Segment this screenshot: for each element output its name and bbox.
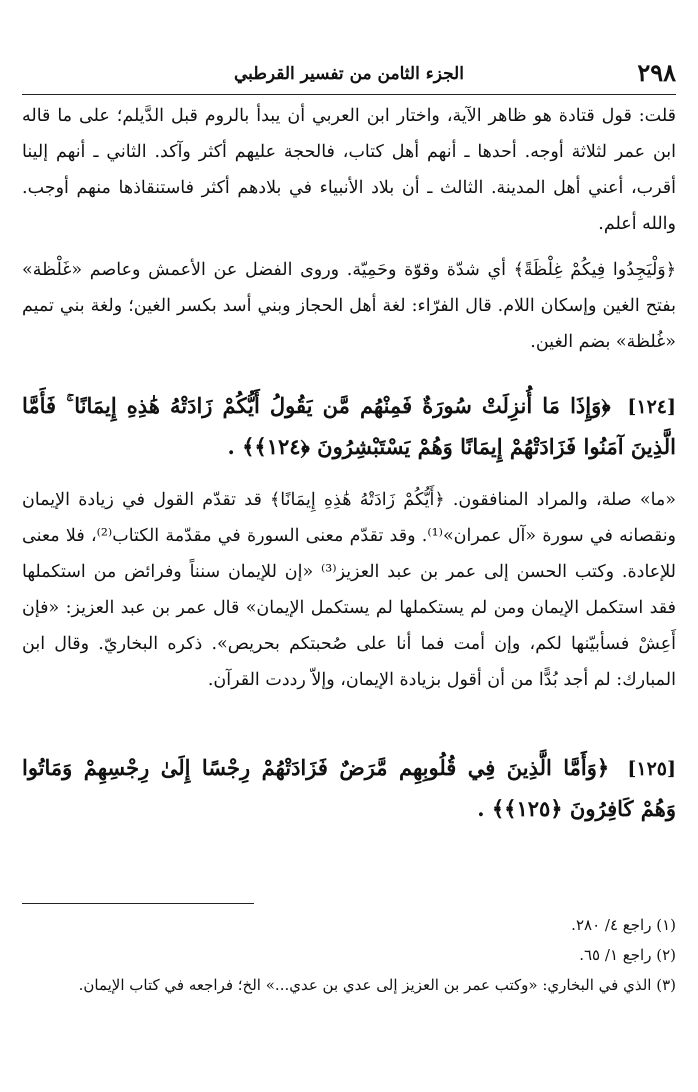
verse-text-125: ﴿وَأَمَّا الَّذِينَ فِي قُلُوبِهِم مَّرَضٌ فَزَادَتْهُمْ رِجْسًا إِلَىٰ رِجْسِهِمْ وَمَاتُوا وَهُمْ كَافِرُونَ ﴿١٢٥﴾﴾ . [22,755,676,821]
page-header [22,58,676,95]
footnote-1: (١) راجع ٤/ ٢٨٠. [571,916,676,934]
verse-125-block [22,748,676,830]
main-text-1 [22,98,676,242]
verse-124-block [22,386,676,468]
verse-124 [22,386,676,468]
paragraph-qultu: قلت: قول قتادة هو ظاهر الآية، واختار ابن العربي أن يبدأ بالروم قبل الدَّيلم؛ على ما قاله ابن عمر لثلاثة أوجه. أحدها ـ أنهم أهل كتاب، فالحجة عليهم أكثر وآكد. الثاني ـ أنهم إلينا أقرب، أعني أهل المدينة. الثالث ـ أن بلاد الأنبياء في بلادهم أكثر فاستنقاذها منهم أوجب. والله أعلم. [22,106,676,234]
footnotes [22,910,676,1000]
verse-text-124: ﴿وَإِذَا مَا أُنزِلَتْ سُورَةٌ فَمِنْهُم مَّن يَقُولُ أَيُّكُمْ زَادَتْهُ هَٰذِهِ إِيمَانًا ۚ فَأَمَّا الَّذِينَ آمَنُوا فَزَادَتْهُمْ إِيمَانًا وَهُمْ يَسْتَبْشِرُونَ ﴿١٢٤﴾﴾ . [22,393,676,459]
footnote-2: (٢) راجع ١/ ٦٥. [579,946,676,964]
paragraph-commentary-124: «ما» صلة، والمراد المنافقون. ﴿أَيُّكُمْ زَادَتْهُ هَٰذِهِ إِيمَانًا﴾ قد تقدّم القول في زيادة الإيمان ونقصانه في سورة «آل عمران»⁽¹⁾. وقد تقدّم معنى السورة في مقدّمة الكتاب⁽²⁾، فلا معنى للإعادة. وكتب الحسن إلى عمر بن عبد العزيز⁽³⁾ «إن للإيمان سنناً وفرائض من استكملها فقد استكمل الإيمان ومن لم يستكملها لم يستكمل الإيمان» قال عمر بن عبد العزيز: «فإن أَعِشْ فسأبيّنها لكم، وإن أمت فما أنا على صُحبتكم بحريص». ذكره البخاريّ. وقال ابن المبارك: لم أجد بُدًّا من أن أقول بزيادة الإيمان، وإلاّ رددت القرآن. [22,490,677,690]
verse-125 [22,748,676,830]
main-text-2 [22,252,676,360]
main-text-3 [22,482,676,698]
verse-number-124: [١٢٤] [627,396,676,418]
running-title: الجزء الثامن من تفسير القرطبي [234,64,464,84]
footnote-separator [22,903,254,904]
verse-number-125: [١٢٥] [627,758,676,780]
paragraph-ghilzah: ﴿وَلْيَجِدُوا فِيكُمْ غِلْظَةً﴾ أي شدّة وقوّة وحَمِيّة. وروى الفضل عن الأعمش وعاصم «غَلْظة» بفتح الغين وإسكان اللام. قال الفرّاء: لغة أهل الحجاز وبني أسد بكسر الغين؛ ولغة بني تميم «غُلظة» بضم الغين. [22,260,676,352]
footnote-3: (٣) الذي في البخاري: «وكتب عمر بن العزيز إلى عدي بن عدي...» الخ؛ فراجعه في كتاب الإيمان. [78,976,676,994]
page-number: ٢٩٨ [637,58,676,87]
